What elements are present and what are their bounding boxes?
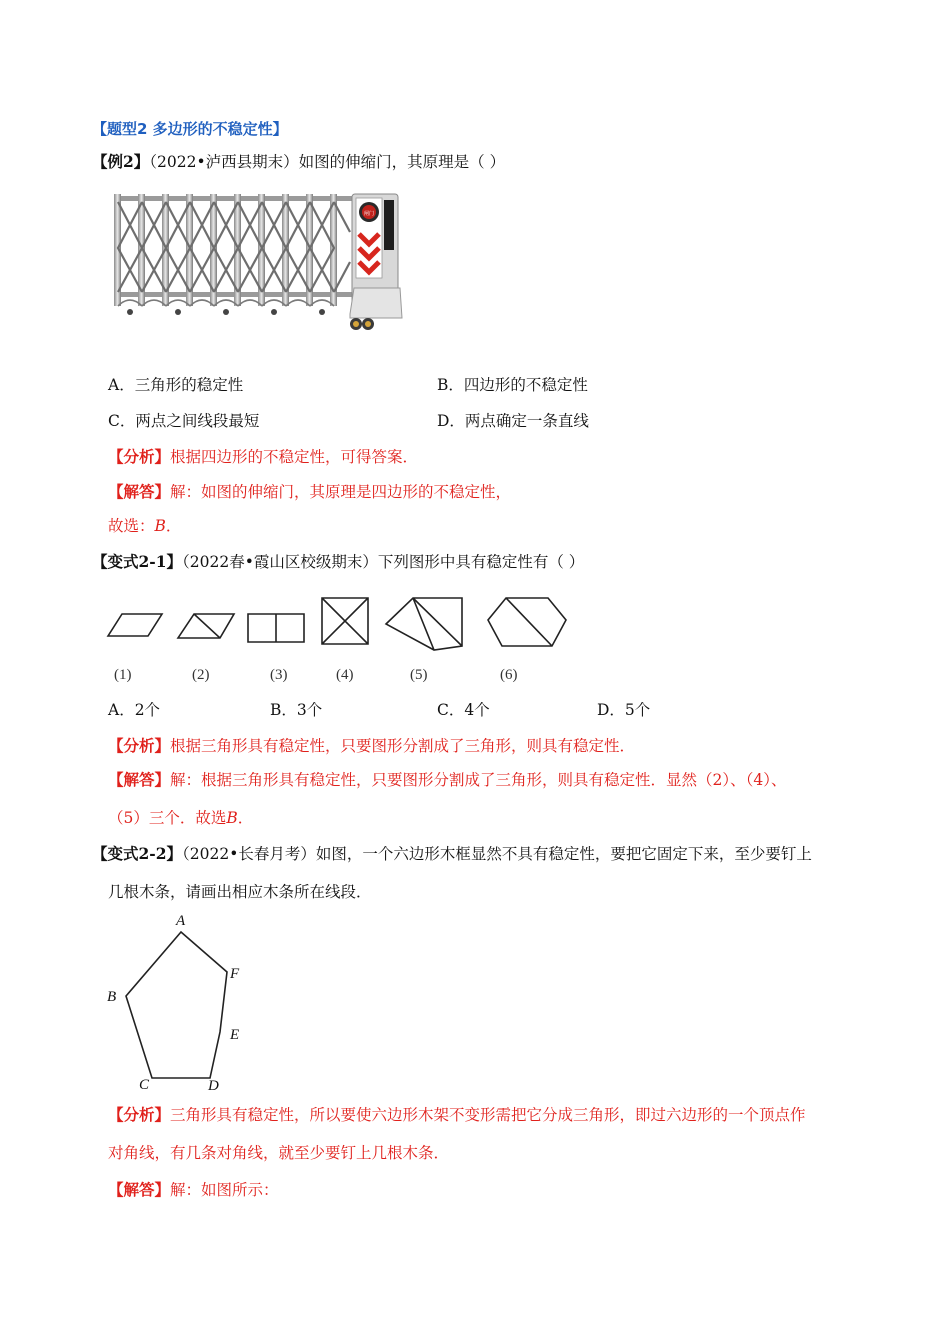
variant-2-2-analysis-line-2: 对角线，有几条对角线，就至少要钉上几根木条．: [108, 1144, 450, 1162]
variant-2-1-question: [92, 552, 584, 572]
vertex-c: C: [139, 1077, 150, 1093]
variant-2-1-analysis-tag: 【分析】: [108, 736, 171, 755]
vertex-e: E: [230, 1027, 240, 1043]
example-2-analysis-text: 根据四边形的不稳定性，可得答案．: [170, 448, 419, 466]
variant-2-2-tag: 【变式2-2】: [92, 844, 183, 863]
variant-2-1-answer-line-1: [108, 770, 787, 790]
shape-label-5: (5): [410, 667, 428, 683]
shape-label-6: (6): [500, 667, 518, 683]
variant-2-2-analysis-line-1: [108, 1105, 806, 1125]
example-2-option-b: B．四边形的不稳定性: [437, 376, 588, 394]
variant-2-2-analysis-text-1: 三角形具有稳定性，所以要使六边形木架不变形需把它分成三角形，即过六边形的一个顶点作: [170, 1106, 806, 1124]
hexagon-figure: [100, 908, 260, 1098]
variant-2-2-question-line-1: [92, 844, 812, 864]
example-2-option-c: C．两点之间线段最短: [108, 412, 260, 430]
shape-6-hexagon-one-diagonal: [488, 598, 566, 646]
shape-label-2: (2): [192, 667, 210, 683]
example-2-option-d: D．两点确定一条直线: [437, 412, 589, 430]
variant-2-2-text-1: 如图，一个六边形木框显然不具有稳定性，要把它固定下来，至少要钉上: [315, 845, 812, 863]
variant-2-1-option-a: A．2个: [108, 701, 161, 719]
shapes-figure: [100, 590, 580, 690]
example-2-answer-tag: 【解答】: [108, 482, 171, 501]
example-2-choice: [108, 516, 181, 536]
shape-2-divided-parallelogram: [178, 614, 234, 638]
variant-2-2-question-line-2: 几根木条，请画出相应木条所在线段．: [108, 883, 372, 901]
vertex-b: B: [107, 989, 117, 1005]
example-2-analysis-tag: 【分析】: [108, 447, 171, 466]
example-2-answer-text: 解：如图的伸缩门，其原理是四边形的不稳定性，: [170, 483, 512, 501]
example-2-choice-letter: B: [154, 517, 166, 535]
variant-2-1-text: 下列图形中具有稳定性有（ ）: [377, 553, 585, 571]
vertex-a: A: [176, 913, 186, 929]
variant-2-1-answer-line-2-suffix: ．: [237, 809, 254, 827]
example-2-answer: [108, 482, 511, 502]
section-title: 【题型2 多边形的不稳定性】: [92, 120, 288, 138]
variant-2-1-answer-text: 解：根据三角形具有稳定性，只要图形分割成了三角形，则具有稳定性．显然（2）、（4）、: [170, 771, 787, 789]
shape-label-4: (4): [336, 667, 354, 683]
variant-2-1-answer-line-2: [108, 808, 253, 828]
variant-2-2-answer-tag: 【解答】: [108, 1180, 171, 1199]
shape-label-1: (1): [114, 667, 132, 683]
example-2-source: （2022•泸西县期末）: [149, 153, 299, 171]
example-2-text: 如图的伸缩门，其原理是（ ）: [298, 153, 506, 171]
shape-1-parallelogram: [108, 614, 162, 636]
shape-5-triangulated-pentagon: [386, 598, 462, 650]
shape-4-square-diagonals: [322, 598, 368, 644]
variant-2-1-tag: 【变式2-1】: [92, 552, 183, 571]
variant-2-2-source: （2022•长春月考）: [182, 845, 316, 863]
variant-2-1-source: （2022春•霞山区校级期末）: [182, 553, 378, 571]
shape-label-3: (3): [270, 667, 288, 683]
example-2-option-a: A．三角形的稳定性: [108, 376, 244, 394]
variant-2-1-option-c: C．4个: [437, 701, 490, 719]
telescopic-gate-figure: [110, 188, 406, 336]
variant-2-1-answer-letter: B: [226, 809, 238, 827]
example-2-question: [92, 152, 505, 172]
variant-2-1-answer-line-2-prefix: （5）三个．故选: [108, 809, 227, 827]
variant-2-2-analysis-tag: 【分析】: [108, 1105, 171, 1124]
gate-sign-text: 闸门: [363, 212, 375, 217]
vertex-f: F: [230, 966, 240, 982]
variant-2-1-analysis-text: 根据三角形具有稳定性，只要图形分割成了三角形，则具有稳定性．: [170, 737, 636, 755]
variant-2-2-answer: [108, 1180, 279, 1200]
example-2-choice-prefix: 故选：: [108, 517, 155, 535]
example-2-choice-suffix: ．: [165, 517, 182, 535]
shape-3-divided-rectangle: [248, 614, 304, 642]
variant-2-1-answer-tag: 【解答】: [108, 770, 171, 789]
example-2-analysis: [108, 447, 418, 467]
example-2-tag: 【例2】: [92, 152, 150, 171]
vertex-d: D: [208, 1078, 219, 1094]
variant-2-1-option-b: B．3个: [270, 701, 323, 719]
variant-2-1-option-d: D．5个: [597, 701, 651, 719]
variant-2-1-analysis: [108, 736, 635, 756]
variant-2-2-answer-text: 解：如图所示：: [170, 1181, 279, 1199]
hexagon-shape: [126, 932, 227, 1078]
